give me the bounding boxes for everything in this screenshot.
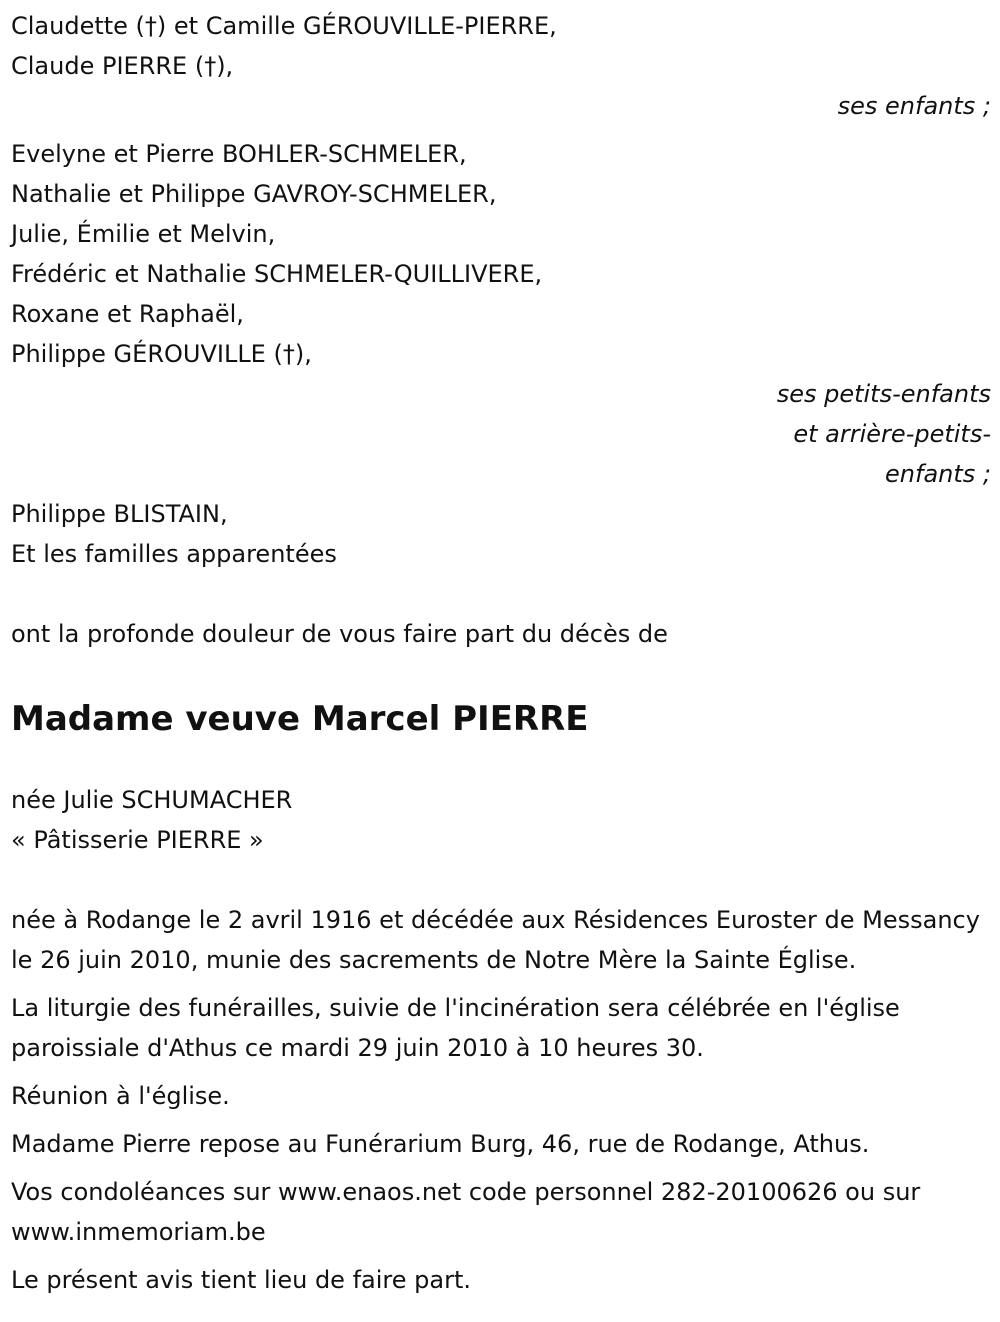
family-line: Roxane et Raphaël, (11, 300, 244, 328)
notice-paragraph: Le présent avis tient lieu de faire part. (11, 1266, 471, 1294)
family-line: Julie, Émilie et Melvin, (11, 220, 276, 248)
meeting-paragraph: Réunion à l'église. (11, 1082, 230, 1110)
grandchildren-list (11, 134, 991, 374)
details-block (11, 900, 991, 1300)
birth-name-line: « Pâtisserie PIERRE » (11, 826, 264, 854)
role-line: ses petits-enfants (776, 380, 991, 408)
grandchildren-role-label (11, 374, 991, 494)
family-line: Philippe BLISTAIN, (11, 500, 228, 528)
funeral-home-paragraph: Madame Pierre repose au Funérarium Burg, 46, rue de Rodange, Athus. (11, 1130, 870, 1158)
family-line: Evelyne et Pierre BOHLER-SCHMELER, (11, 140, 467, 168)
family-line: Et les familles apparentées (11, 540, 337, 568)
family-line: Nathalie et Philippe GAVROY-SCHMELER, (11, 180, 497, 208)
announcement-text: ont la profonde douleur de vous faire part du décès de (11, 620, 668, 648)
role-line: et arrière-petits- (793, 420, 991, 448)
family-line: Claudette (†) et Camille GÉROUVILLE-PIERRE, (11, 12, 557, 40)
other-family-list (11, 494, 991, 574)
funeral-paragraph: La liturgie des funérailles, suivie de l'incinération sera célébrée en l'église paroissiale d'Athus ce mardi 29 juin 2010 à 10 heures 30. (11, 994, 900, 1062)
birth-name-block (11, 780, 991, 860)
birth-name-line: née Julie SCHUMACHER (11, 786, 293, 814)
family-line: Claude PIERRE (†), (11, 52, 234, 80)
family-line: Philippe GÉROUVILLE (†), (11, 340, 312, 368)
family-line: Frédéric et Nathalie SCHMELER-QUILLIVERE, (11, 260, 543, 288)
children-list (11, 6, 991, 86)
deceased-name: Madame veuve Marcel PIERRE (11, 699, 589, 739)
role-line: enfants ; (885, 460, 991, 488)
condolences-paragraph: Vos condoléances sur www.enaos.net code personnel 282-20100626 ou sur www.inmemoriam.be (11, 1178, 921, 1246)
children-role-label: ses enfants ; (837, 92, 991, 120)
birth-death-paragraph: née à Rodange le 2 avril 1916 et décédée aux Résidences Euroster de Messancy le 26 juin 2010, munie des sacrements de Notre Mère la Sainte Église. (11, 906, 980, 974)
obituary-notice (11, 6, 991, 1308)
